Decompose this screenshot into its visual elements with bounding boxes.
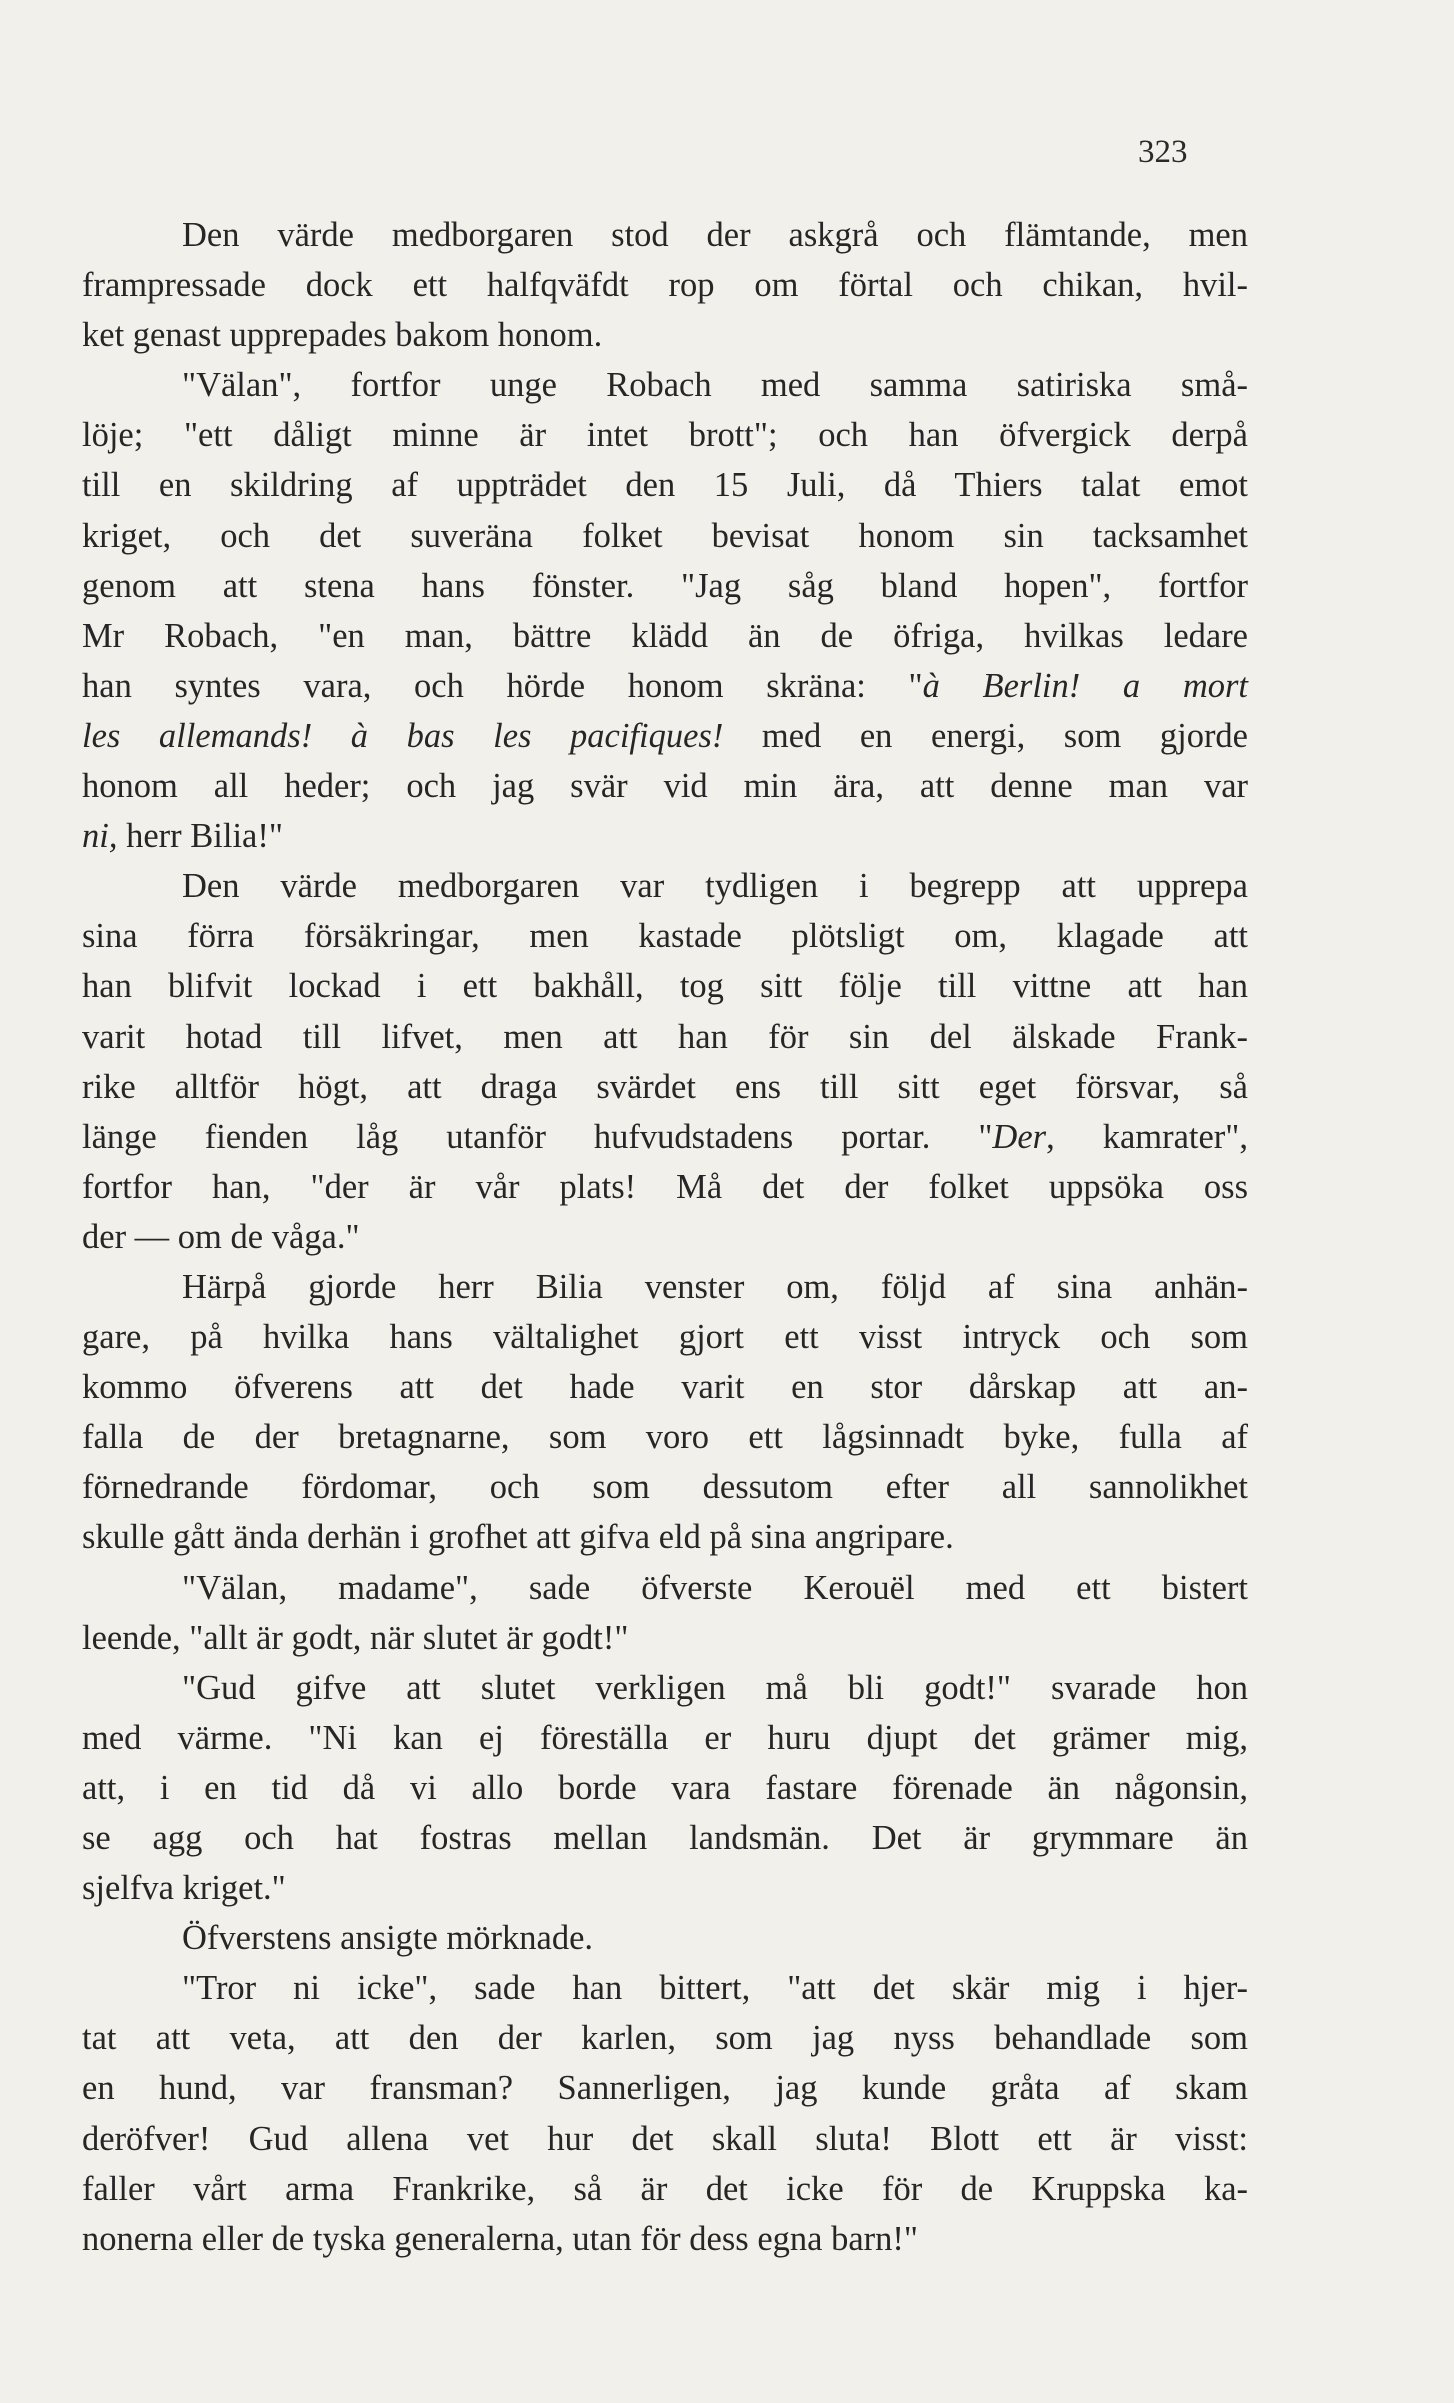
text-line bbox=[82, 1863, 1248, 1913]
text-segment: ket genast upprepades bakom honom. bbox=[82, 316, 603, 355]
text-segment: "Välan, madame", sade öfverste Kerouël med ett bistert bbox=[182, 1568, 1248, 1607]
text-segment: falla de der bretagnarne, som voro ett lågsinnadt byke, fulla af bbox=[82, 1418, 1248, 1457]
italic-text-segment: ni, bbox=[82, 817, 118, 856]
text-line bbox=[82, 1913, 1248, 1963]
text-line bbox=[82, 1312, 1248, 1362]
text-segment: herr Bilia!" bbox=[117, 817, 283, 856]
text-segment: med värme. "Ni kan ej föreställa er huru djupt det grämer mig, bbox=[82, 1718, 1248, 1757]
italic-text-segment: à Berlin! a mort bbox=[922, 666, 1248, 705]
text-line bbox=[82, 1462, 1248, 1512]
text-segment: faller vårt arma Frankrike, så är det icke för de Kruppska ka- bbox=[82, 2169, 1248, 2208]
text-line bbox=[82, 2013, 1248, 2063]
text-segment: Härpå gjorde herr Bilia venster om, följd af sina anhän- bbox=[182, 1267, 1248, 1306]
text-line bbox=[82, 1813, 1248, 1863]
text-segment: löje; "ett dåligt minne är intet brott"; och han öfvergick derpå bbox=[82, 416, 1248, 455]
text-line bbox=[82, 1212, 1248, 1262]
text-line bbox=[82, 1262, 1248, 1312]
text-segment: gare, på hvilka hans vältalighet gjort ett visst intryck och som bbox=[82, 1318, 1248, 1357]
text-segment: han blifvit lockad i ett bakhåll, tog sitt följe till vittne att han bbox=[82, 967, 1248, 1006]
text-line bbox=[82, 2114, 1248, 2164]
text-line bbox=[82, 1512, 1248, 1562]
text-segment: , kamrater", bbox=[1046, 1117, 1248, 1156]
text-segment: rike alltför högt, att draga svärdet ens till sitt eget försvar, så bbox=[82, 1067, 1248, 1106]
text-line bbox=[82, 661, 1248, 711]
text-segment: "Välan", fortfor unge Robach med samma satiriska små- bbox=[182, 366, 1248, 405]
text-line bbox=[82, 1412, 1248, 1462]
text-segment: nonerna eller de tyska generalerna, utan för dess egna barn!" bbox=[82, 2219, 918, 2258]
text-segment: Mr Robach, "en man, bättre klädd än de öfriga, hvilkas ledare bbox=[82, 616, 1248, 655]
text-segment: "Gud gifve att slutet verkligen må bli godt!" svarade hon bbox=[182, 1668, 1248, 1707]
text-segment: frampressade dock ett halfqväfdt rop om förtal och chikan, hvil- bbox=[82, 266, 1248, 305]
text-line bbox=[82, 561, 1248, 611]
text-segment: honom all heder; och jag svär vid min ära, att denne man var bbox=[82, 767, 1248, 806]
text-line bbox=[82, 861, 1248, 911]
text-segment: till en skildring af uppträdet den 15 Juli, då Thiers talat emot bbox=[82, 466, 1248, 505]
text-line bbox=[82, 1362, 1248, 1412]
italic-text-segment: les allemands! à bas les pacifiques! bbox=[82, 716, 724, 755]
text-segment: "Tror ni icke", sade han bittert, "att det skär mig i hjer- bbox=[182, 1969, 1248, 2008]
text-segment: skulle gått ända derhän i grofhet att gifva eld på sina angripare. bbox=[82, 1518, 954, 1557]
text-line bbox=[82, 210, 1248, 260]
text-segment: han syntes vara, och hörde honom skräna: " bbox=[82, 666, 923, 705]
text-line bbox=[82, 1162, 1248, 1212]
italic-text-segment: Der bbox=[992, 1117, 1047, 1156]
text-line bbox=[82, 460, 1248, 510]
text-line bbox=[82, 511, 1248, 561]
text-line bbox=[82, 410, 1248, 460]
page-number: 323 bbox=[1138, 134, 1188, 170]
text-segment: leende, "allt är godt, när slutet är godt!" bbox=[82, 1618, 629, 1657]
text-segment: sjelfva kriget." bbox=[82, 1869, 286, 1908]
text-segment: fortfor han, "der är vår plats! Må det der folket uppsöka oss bbox=[82, 1167, 1248, 1206]
text-line bbox=[82, 1112, 1248, 1162]
text-segment: Den värde medborgaren var tydligen i begrepp att upprepa bbox=[182, 867, 1248, 906]
text-segment: kommo öfverens att det hade varit en stor dårskap att an- bbox=[82, 1368, 1248, 1407]
text-segment: der — om de våga." bbox=[82, 1217, 360, 1256]
body-text bbox=[82, 210, 1248, 2264]
text-line bbox=[82, 1563, 1248, 1613]
text-segment: se agg och hat fostras mellan landsmän. Det är grymmare än bbox=[82, 1819, 1248, 1857]
text-line bbox=[82, 360, 1248, 410]
text-line bbox=[82, 260, 1248, 310]
text-line bbox=[82, 1012, 1248, 1062]
text-line bbox=[82, 911, 1248, 961]
text-segment: Öfverstens ansigte mörknade. bbox=[182, 1919, 594, 1958]
text-line bbox=[82, 961, 1248, 1011]
text-segment: deröfver! Gud allena vet hur det skall sluta! Blott ett är visst: bbox=[82, 2119, 1248, 2158]
text-line bbox=[82, 310, 1248, 360]
text-line bbox=[82, 1963, 1248, 2013]
text-segment: att, i en tid då vi allo borde vara fastare förenade än någonsin, bbox=[82, 1768, 1248, 1807]
text-line bbox=[82, 1713, 1248, 1763]
text-segment: Den värde medborgaren stod der askgrå och flämtande, men bbox=[182, 216, 1248, 254]
text-line bbox=[82, 711, 1248, 761]
text-line bbox=[82, 2063, 1248, 2113]
text-line bbox=[82, 2164, 1248, 2214]
text-line bbox=[82, 761, 1248, 811]
text-segment: länge fienden låg utanför hufvudstadens portar. " bbox=[82, 1117, 993, 1156]
text-line bbox=[82, 1062, 1248, 1112]
text-segment: en hund, var fransman? Sannerligen, jag kunde gråta af skam bbox=[82, 2069, 1248, 2108]
text-segment: förnedrande fördomar, och som dessutom efter all sannolikhet bbox=[82, 1468, 1248, 1507]
text-segment: genom att stena hans fönster. "Jag såg bland hopen", fortfor bbox=[82, 566, 1248, 605]
text-line bbox=[82, 1663, 1248, 1713]
text-line bbox=[82, 2214, 1248, 2264]
text-segment: sina förra försäkringar, men kastade plötsligt om, klagade att bbox=[82, 917, 1248, 956]
text-segment: varit hotad till lifvet, men att han för sin del älskade Frank- bbox=[82, 1017, 1248, 1056]
text-line bbox=[82, 1763, 1248, 1813]
text-line bbox=[82, 1613, 1248, 1663]
text-segment: med en energi, som gjorde bbox=[723, 716, 1248, 755]
text-line bbox=[82, 611, 1248, 661]
text-line bbox=[82, 811, 1248, 861]
text-segment: kriget, och det suveräna folket bevisat honom sin tacksamhet bbox=[82, 516, 1248, 555]
text-segment: tat att veta, att den der karlen, som jag nyss behandlade som bbox=[82, 2019, 1248, 2058]
